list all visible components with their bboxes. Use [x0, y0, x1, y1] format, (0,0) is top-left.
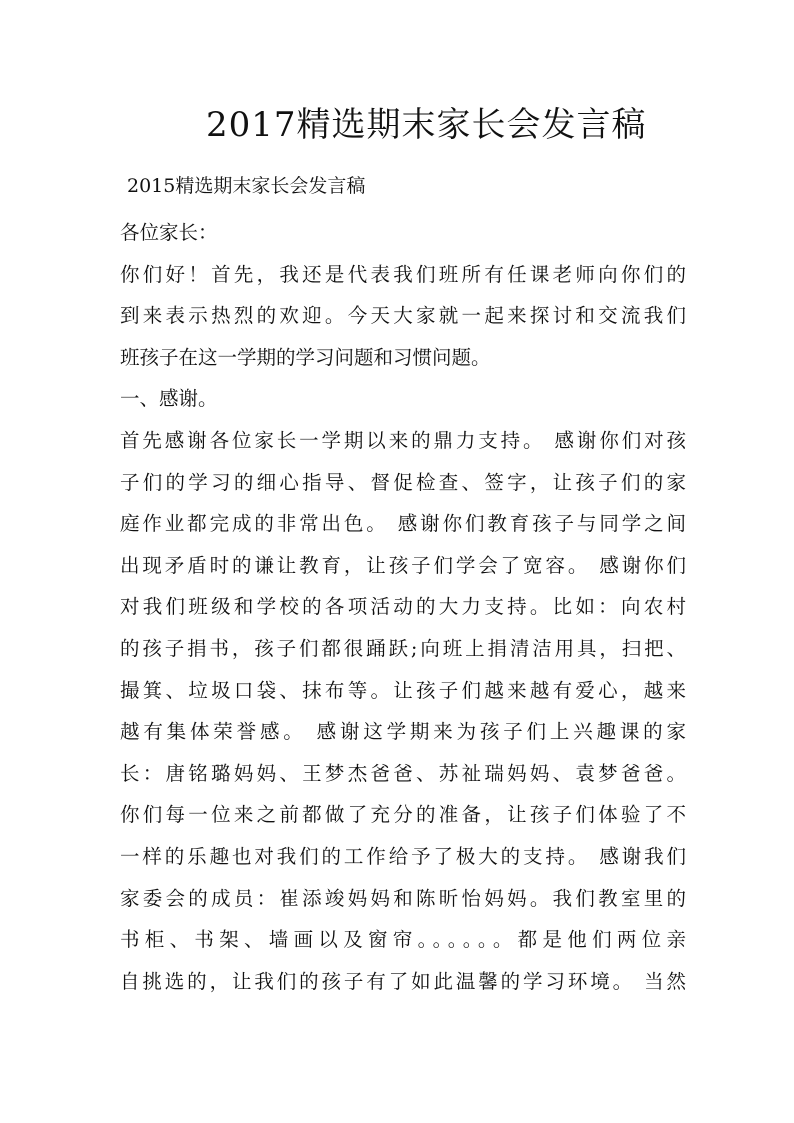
section-heading: 一、感谢。: [120, 387, 218, 411]
body-line: 撮箕、垃圾口袋、抹布等。让孩子们越来越有爱心，越来: [120, 678, 686, 702]
document-subtitle: 2015精选期末家长会发言稿: [127, 175, 366, 197]
body-line: 班孩子在这一学期的学习问题和习惯问题。: [120, 345, 491, 369]
document-body: [120, 212, 686, 1002]
document-title: 2017精选期末家长会发言稿: [206, 105, 647, 145]
body-line: 首先感谢各位家长一学期以来的鼎力支持。 感谢你们对孩: [120, 428, 686, 452]
body-line: 书柜、书架、墙画以及窗帘。。。。。。都是他们两位亲: [120, 928, 686, 952]
body-line: 你们好！首先，我还是代表我们班所有任课老师向你们的: [120, 262, 686, 286]
body-line: 你们每一位来之前都做了充分的准备，让孩子们体验了不: [120, 803, 686, 827]
body-line: 一样的乐趣也对我们的工作给予了极大的支持。 感谢我们: [120, 844, 686, 868]
body-line: 的孩子捐书，孩子们都很踊跃;向班上捐清洁用具，扫把、: [120, 636, 686, 660]
body-line: 越有集体荣誉感。 感谢这学期来为孩子们上兴趣课的家: [120, 720, 686, 744]
body-line: 对我们班级和学校的各项活动的大力支持。比如：向农村: [120, 595, 686, 619]
body-line: 自挑选的，让我们的孩子有了如此温馨的学习环境。 当然: [120, 969, 686, 993]
body-line: 出现矛盾时的谦让教育，让孩子们学会了宽容。 感谢你们: [120, 553, 686, 577]
body-line: 长：唐铭璐妈妈、王梦杰爸爸、苏祉瑞妈妈、袁梦爸爸。: [120, 761, 686, 785]
body-line: 子们的学习的细心指导、督促检查、签字，让孩子们的家: [120, 470, 686, 494]
body-line: 到来表示热烈的欢迎。今天大家就一起来探讨和交流我们: [120, 304, 686, 328]
salutation-line: 各位家长：: [120, 221, 218, 244]
body-line: 庭作业都完成的非常出色。 感谢你们教育孩子与同学之间: [120, 512, 686, 536]
body-line: 家委会的成员：崔添竣妈妈和陈昕怡妈妈。我们教室里的: [120, 886, 686, 910]
